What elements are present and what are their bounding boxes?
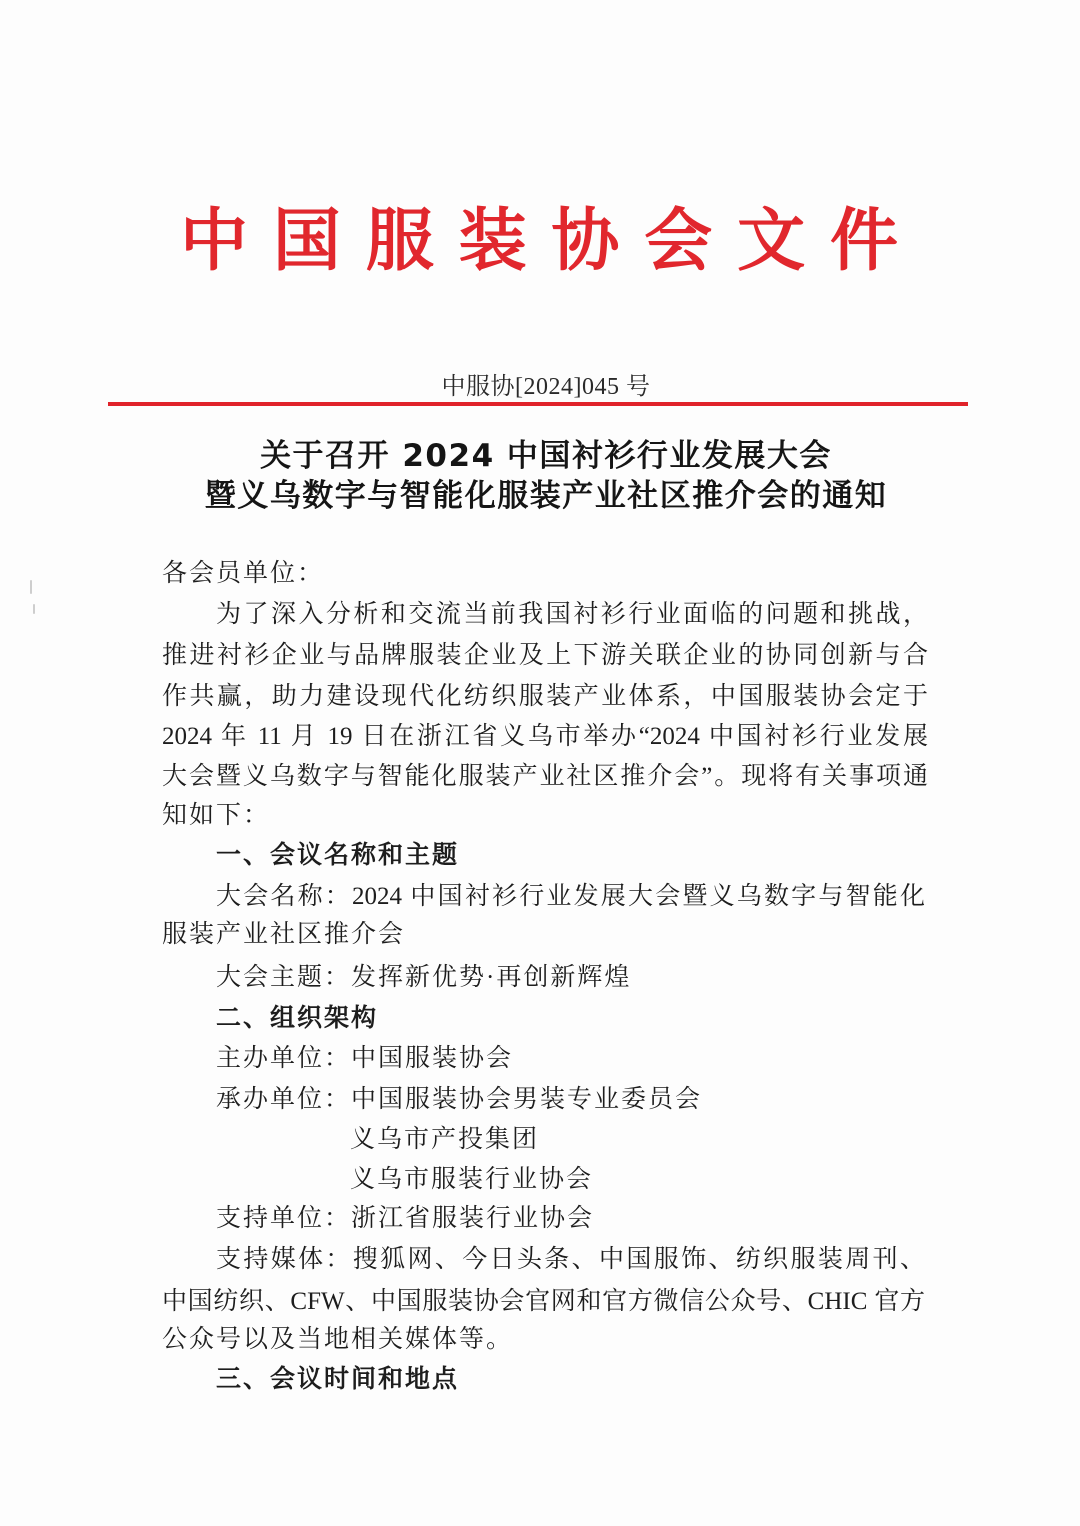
intro-line: 作共赢，助力建设现代化纺织服装产业体系，中国服装协会定于 xyxy=(162,683,928,710)
supporter-line xyxy=(216,1199,594,1239)
salutation: 各会员单位： xyxy=(162,560,325,587)
host-line xyxy=(216,1039,513,1079)
media-label: 支持媒体： xyxy=(216,1246,353,1273)
intro-line: 知如下： xyxy=(162,802,271,829)
media-continuation: 公众号以及当地相关媒体等。 xyxy=(162,1326,514,1353)
scan-mark xyxy=(33,604,35,614)
intro-line: 2024 年 11 月 19 日在浙江省义乌市举办“2024 中国衬衫行业发展 xyxy=(162,723,928,750)
section-heading-1: 一、会议名称和主题 xyxy=(216,842,460,869)
conference-name-value: 2024 中国衬衫行业发展大会暨义乌数字与智能化 xyxy=(351,883,925,910)
intro-line: 大会暨义乌数字与智能化服装产业社区推介会”。现将有关事项通 xyxy=(162,763,928,790)
organizer-value: 义乌市产投集团 xyxy=(350,1126,540,1153)
organizer-value: 中国服装协会男装专业委员会 xyxy=(351,1086,703,1113)
conference-theme-line xyxy=(216,958,631,998)
notice-title-line-2: 暨义乌数字与智能化服装产业社区推介会的通知 xyxy=(204,478,888,514)
host-value: 中国服装协会 xyxy=(351,1045,514,1072)
supporter-value: 浙江省服装行业协会 xyxy=(351,1205,595,1232)
host-label: 主办单位： xyxy=(216,1045,352,1072)
document-number: 中服协[2024]045 号 xyxy=(441,374,651,400)
section-heading-2: 二、组织架构 xyxy=(216,1005,379,1032)
intro-line: 推进衬衫企业与品牌服装企业及上下游关联企业的协同创新与合 xyxy=(162,642,928,669)
notice-title-line-1: 关于召开 2024 中国衬衫行业发展大会 xyxy=(260,438,832,474)
organizer-line xyxy=(216,1080,702,1120)
organizer-value: 义乌市服装行业协会 xyxy=(350,1166,594,1193)
media-value: 搜狐网、今日头条、中国服饰、纺织服装周刊、 xyxy=(352,1246,925,1273)
intro-line: 为了深入分析和交流当前我国衬衫行业面临的问题和挑战， xyxy=(216,601,928,628)
conference-name-continuation: 服装产业社区推介会 xyxy=(162,921,406,948)
media-continuation: 中国纺织、CFW、中国服装协会官网和官方微信公众号、CHIC 官方 xyxy=(162,1288,925,1315)
supporter-label: 支持单位： xyxy=(216,1205,352,1232)
media-line xyxy=(216,1240,925,1280)
conference-theme-value: 发挥新优势·再创新辉煌 xyxy=(351,964,632,991)
red-divider-line xyxy=(108,402,968,406)
conference-theme-label: 大会主题： xyxy=(216,964,352,991)
conference-name-line xyxy=(216,877,925,917)
section-heading-3: 三、会议时间和地点 xyxy=(216,1366,460,1393)
scan-mark xyxy=(30,580,32,594)
issuer-header-title: 中国服装协会文件 xyxy=(180,201,898,281)
organizer-label: 承办单位： xyxy=(216,1086,352,1113)
conference-name-label: 大会名称： xyxy=(216,883,352,910)
